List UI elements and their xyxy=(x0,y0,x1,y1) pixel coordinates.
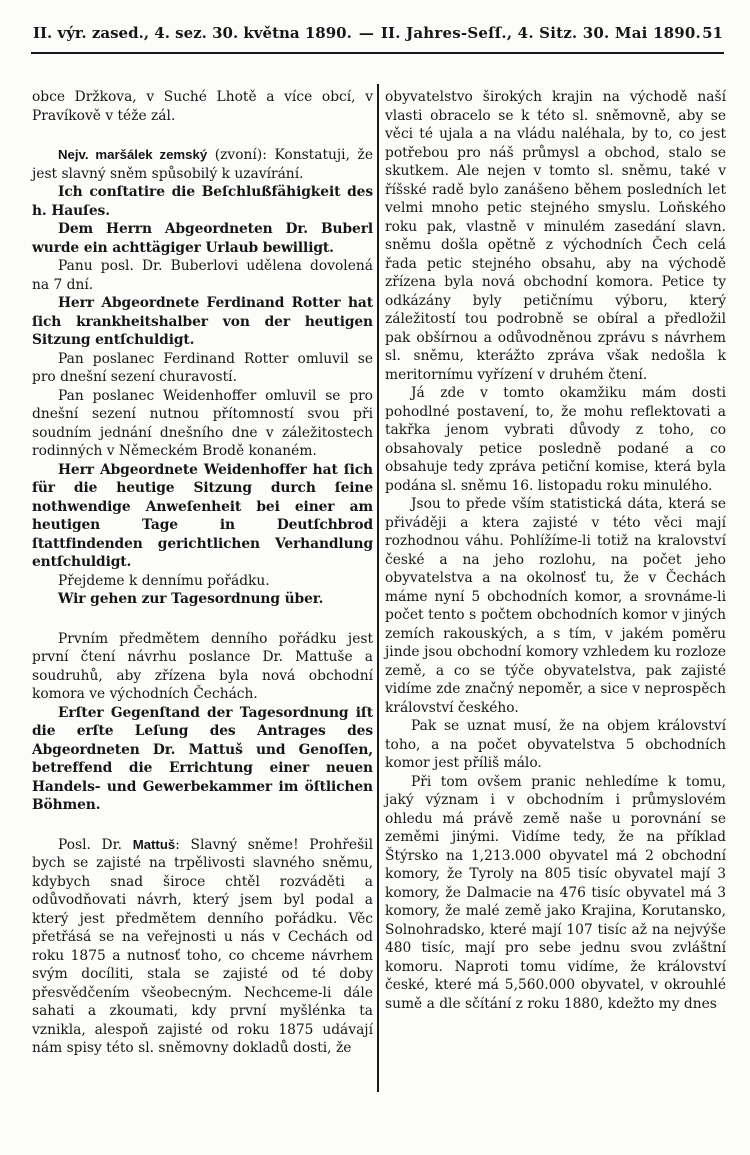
speech-pre: Posl. Dr. xyxy=(58,836,133,853)
paragraph-agenda-german: Erſter Gegenſtand der Tagesordnung iſt die erſte Leſung des Antrages des Abgeordneten Dr. Mattuš und Genoſſen, betreffend die Errichtung einer neuen Handels- und Gewerbekammer im öſtlichen Böhmen. xyxy=(32,704,373,813)
paragraph-agenda-czech: Prvním předmětem denního pořádku jest první čtení návrhu poslance Dr. Mattuše a soudruhů, aby zřízena byla nová obchodní komora ve východních Čechách. xyxy=(32,630,373,702)
paragraph-czech: Panu posl. Dr. Buberlovi udělena dovolená na 7 dní. xyxy=(32,258,373,293)
paragraph-czech: Já zde v tomto okamžiku mám dosti pohodlné postavení, to, že mohu reflektovati a takřka jenom vybrati důvody z toho, co obsahovaly petice posledně podané a co obsahuje tedy zpráva petiční komise, která byla podána sl. sněmu 16. listopadu roku minulého. xyxy=(385,385,726,494)
speaker-name: Mattuš xyxy=(132,836,176,852)
paragraph-czech: obyvatelstvo širokých krajin na východě naší vlasti obracelo se k této sl. sněmovně, aby se věci té ujala a na vládu naléhala, by to, co jest potřebou pro náš průmysl a obchod, stalo se skutkem. Ale nejen v tomto sl. sněmu, také v říšské radě bylo zanášeno během posledních let velmi mnoho petic stejného smyslu. Loňského roku pak, vlastně v minulém zasedání slavn. sněmu došla opětně z východních Čech celá řada petic stejného obsahu, aby na východě zřízena byla nová obchodní komora. Petice ty odkázány byly petičnímu výboru, který záležitostí tou podrobně se obíral a předložil pak obšírnou a odůvodněnou zprávu s návrhem sl. sněmu, kterážto zpráva však nedošla k meritornímu vyřízení v druhém čtení. xyxy=(385,89,726,383)
paragraph-czech: Přejdeme k dennímu pořádku. xyxy=(58,572,270,589)
column-divider xyxy=(377,84,379,1092)
speech-text: (zvoní): Konstatuji, že jest slavný sněm spůsobilý k uzavírání. xyxy=(32,147,373,182)
header-dash: — xyxy=(358,24,374,42)
header-rule xyxy=(31,52,724,54)
page-number: 51 xyxy=(702,24,723,42)
paragraph-german: Herr Abgeordnete Weidenhoffer hat ſich für die heutige Sitzung durch ſeine nothwendige Anweſenheit bei einer am heutigen Tage in Deutſchbrod ſtattfindenden gerichtlichen Verhandlung entſchuldigt. xyxy=(32,461,373,570)
header-session-german: II. Jahres-Seſſ., 4. Sitz. 30. Mai 1890. xyxy=(380,24,701,42)
paragraph-german: Herr Abgeordnete Ferdinand Rotter hat ſich krankheitshalber von der heutigen Sitzung entſchuldigt. xyxy=(32,295,373,348)
paragraph-marshal-speech xyxy=(32,146,373,183)
paragraph-czech: Při tom ovšem pranic nehledíme k tomu, jaký význam i v obchodním i průmyslovém ohledu má právě země naše u porovnání se zeměmi jinými. Vidíme tedy, že na příklad Štýrsko na 1,213.000 obyvatel má 2 obchodní komory, že Tyroly na 805 tisíc obyvatel mají 3 komory, že Dalmacie na 476 tisíc obyvatel má 3 komory, že malé země jako Krajina, Korutansko, Solnohradsko, které mají 107 tisíc až na nejvýše 480 tisíc, mají pro sebe jednu svou zvláštní komoru. Naproti tomu vidíme, že království české, které má 5,560.000 obyvatel, v okrouhlé sumě a dle sčítání z roku 1880, kdežto my dnes xyxy=(385,773,726,1012)
paragraph-czech: Pak se uznat musí, že na objem království toho, a na počet obyvatelstva 5 obchodních komor jest příliš málo. xyxy=(385,718,726,771)
paragraph-czech: Pan poslanec Ferdinand Rotter omluvil se pro dnešní sezení churavostí. xyxy=(32,350,373,385)
right-column xyxy=(385,88,726,1013)
paragraph-czech: Pan poslanec Weidenhoffer omluvil se pro dnešní sezení nutnou přítomností svou při soudním jednání dnešního dne v záležitostech rodinných v Německém Brodě konaném. xyxy=(32,387,373,459)
speech-text: : Slavný sněme! Prohřešil bych se zajisté na trpělivosti slavného sněmu, kdybych snad široce chtěl rozváděti a odůvodňovati návrh, který jsem byl podal a který jest předmětem denního pořádku. Věc přetřásá se na veřejnosti u nás v Cechách od roku 1875 a nutnosť toho, co chceme návrhem svým docíliti, stala se zajisté od té doby přesvědčením všeobecným. Nechceme-li dále sahati a zkoumati, kdy první myšlénka ta vznikla, alespoň zajisté od roku 1875 udávají nám spisy této sl. sněmovny dokladů dosti, že xyxy=(32,836,373,1056)
paragraph-german: Dem Herrn Abgeordneten Dr. Buberl wurde ein achttägiger Urlaub bewilligt. xyxy=(32,221,373,256)
left-column xyxy=(32,88,373,1058)
speaker-name: Nejv. maršálek zemský xyxy=(58,147,208,162)
paragraph-german: Wir gehen zur Tagesordnung über. xyxy=(58,591,324,607)
paragraph-czech: Jsou to přede vším statistická dáta, která se přiváději a ktera zajisté v této věci mají rozhodnou váhu. Pohlížíme-li totiž na kralovství české a na jeho rozlohu, na počet jeho obyvatelstva a na okolnosť tu, že v Čechách máme nyní 5 obchodních komor, a srovnáme-li počet tento s počtem obchodních komor v jiných zemích rakouských, a s tím, v jakém poměru jinde jsou obchodní komory vzhledem ku rozloze země, a co se týče obyvatelstva, pak zajisté vidíme zde značný nepoměr, a sice v neprospěch království českého. xyxy=(385,496,726,716)
paragraph-czech: obce Držkova, v Suché Lhotě a více obcí, v Pravíkově v téže zál. xyxy=(32,89,373,124)
header-session-czech: II. výr. zased., 4. sez. 30. května 1890. xyxy=(33,24,352,42)
page-header xyxy=(33,24,723,42)
paragraph-mattus-speech xyxy=(32,836,373,1058)
paragraph-german: Ich conſtatire die Beſchlußfähigkeit des h. Hauſes. xyxy=(32,184,373,219)
